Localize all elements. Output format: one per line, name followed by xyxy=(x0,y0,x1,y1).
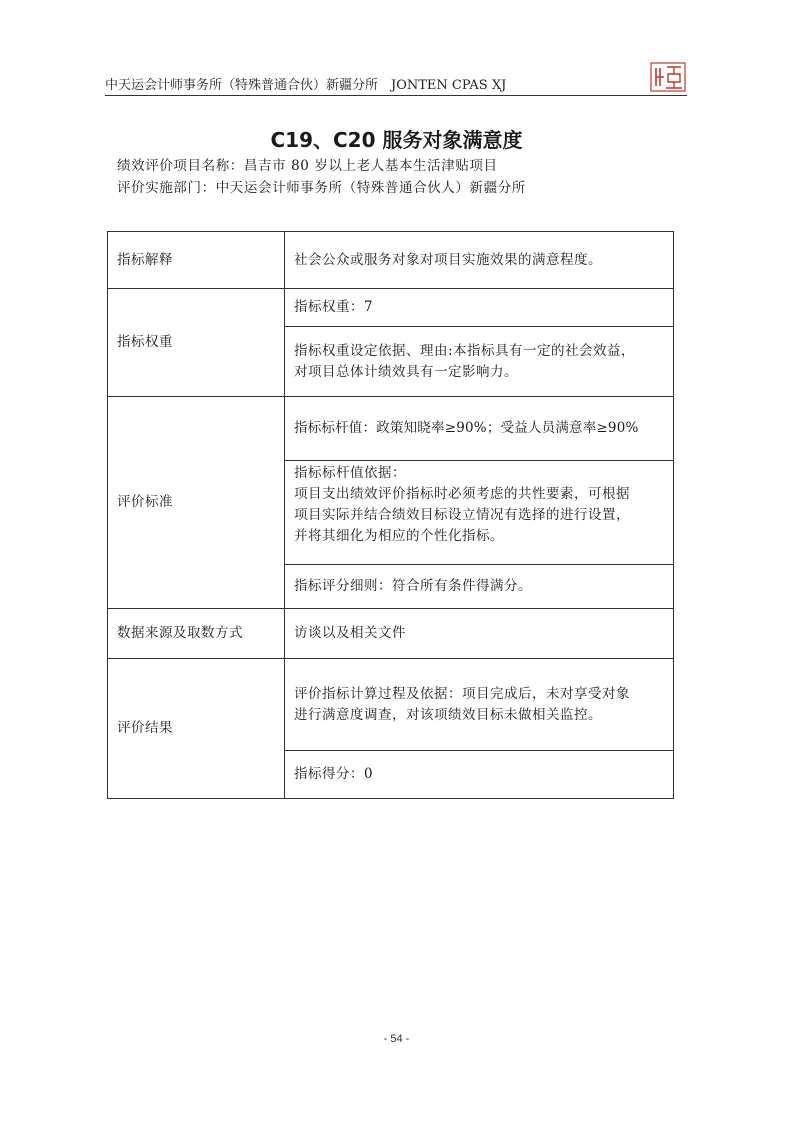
page-title: C19、C20 服务对象满意度 xyxy=(270,128,523,152)
weight-label: 指标权重 xyxy=(108,289,285,397)
seal-logo-icon xyxy=(650,62,686,92)
table-row xyxy=(108,232,674,289)
weight-reason-line: 对项目总体计绩效具有一定影响力。 xyxy=(294,363,518,380)
explain-value: 社会公众或服务对象对项目实施效果的满意程度。 xyxy=(285,232,674,289)
weight-value: 指标权重：7 xyxy=(285,289,674,327)
basis-line: 并将其细化为相应的个性化指标。 xyxy=(294,528,504,544)
header-rule xyxy=(105,95,687,96)
table-row xyxy=(108,659,674,751)
explain-label: 指标解释 xyxy=(108,232,285,289)
table-row xyxy=(108,289,674,327)
benchmark-value: 指标标杆值：政策知晓率≥90%；受益人员满意率≥90% xyxy=(285,397,674,461)
score-value: 指标得分：0 xyxy=(285,751,674,799)
weight-reason xyxy=(285,327,674,397)
basis-line: 项目实际并结合绩效目标设立情况有选择的进行设置， xyxy=(294,507,630,523)
source-value: 访谈以及相关文件 xyxy=(285,609,674,659)
result-detail xyxy=(285,659,674,751)
project-name: 绩效评价项目名称：昌吉市 80 岁以上老人基本生活津贴项目 xyxy=(117,158,498,174)
source-label: 数据来源及取数方式 xyxy=(108,609,285,659)
result-label: 评价结果 xyxy=(108,659,285,799)
department: 评价实施部门：中天运会计师事务所（特殊普通合伙人）新疆分所 xyxy=(117,180,526,196)
benchmark-basis xyxy=(285,461,674,565)
table-row xyxy=(108,397,674,461)
basis-line: 指标标杆值依据： xyxy=(294,465,406,481)
indicator-table xyxy=(107,231,674,799)
page-number: - 54 - xyxy=(383,1033,410,1045)
scoring-rule: 指标评分细则：符合所有条件得满分。 xyxy=(285,565,674,609)
result-line: 进行满意度调查，对该项绩效目标未做相关监控。 xyxy=(294,706,602,723)
standard-label: 评价标准 xyxy=(108,397,285,609)
running-header: 中天运会计师事务所（特殊普通合伙）新疆分所 JONTEN CPAS XJ xyxy=(105,78,507,93)
weight-reason-line: 指标权重设定依据、理由:本指标具有一定的社会效益， xyxy=(294,342,636,359)
seal-logo xyxy=(650,62,686,92)
result-line: 评价指标计算过程及依据：项目完成后，未对享受对象 xyxy=(294,685,630,702)
basis-line: 项目支出绩效评价指标时必须考虑的共性要素，可根据 xyxy=(294,486,630,502)
table-row xyxy=(108,609,674,659)
